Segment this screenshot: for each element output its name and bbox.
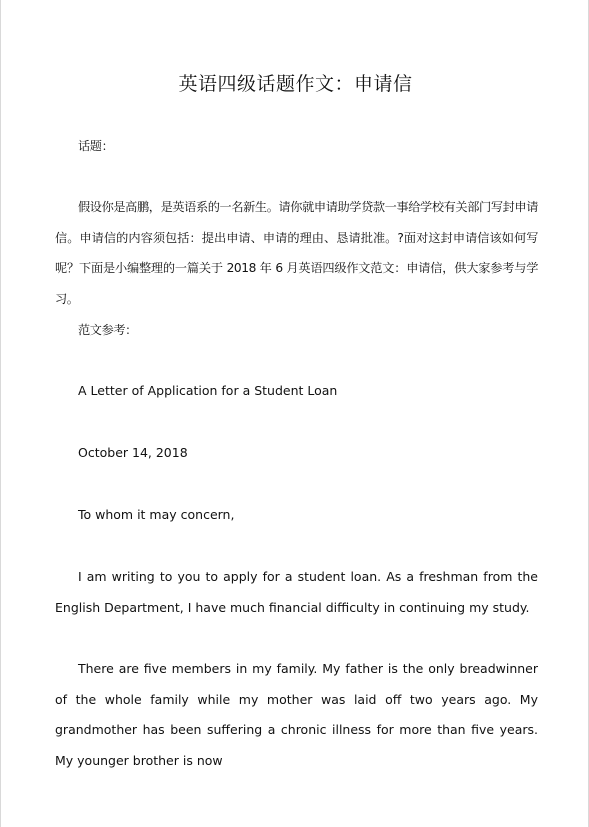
letter-date: October 14, 2018	[78, 445, 188, 460]
intro-paragraph: 假设你是高鹏，是英语系的一名新生。请你就申请助学贷款一事给学校有关部门写封申请信。申请信的内容须包括：提出申请、申请的理由、恳请批准。?面对这封申请信该如何写呢？下面是小编整理的一篇关于 2018 年 6 月英语四级作文范文：申请信，供大家参考与学习。	[55, 200, 538, 306]
topic-label: 话题：	[78, 139, 114, 153]
letter-paragraph-2: There are five members in my family. My father is the only breadwinner of the whole family while my mother was laid off two years ago. My grandmother has been suffering a chronic illness for more than five years. My younger brother is now	[55, 661, 538, 768]
page-title: 英语四级话题作文：申请信	[178, 73, 413, 95]
sample-label: 范文参考：	[78, 323, 137, 337]
letter-paragraph-1: I am writing to you to apply for a student loan. As a freshman from the English Department, I have much financial difficulty in continuing my study.	[55, 569, 538, 615]
letter-title: A Letter of Application for a Student Loan	[78, 383, 338, 398]
letter-salutation: To whom it may concern,	[78, 507, 235, 522]
